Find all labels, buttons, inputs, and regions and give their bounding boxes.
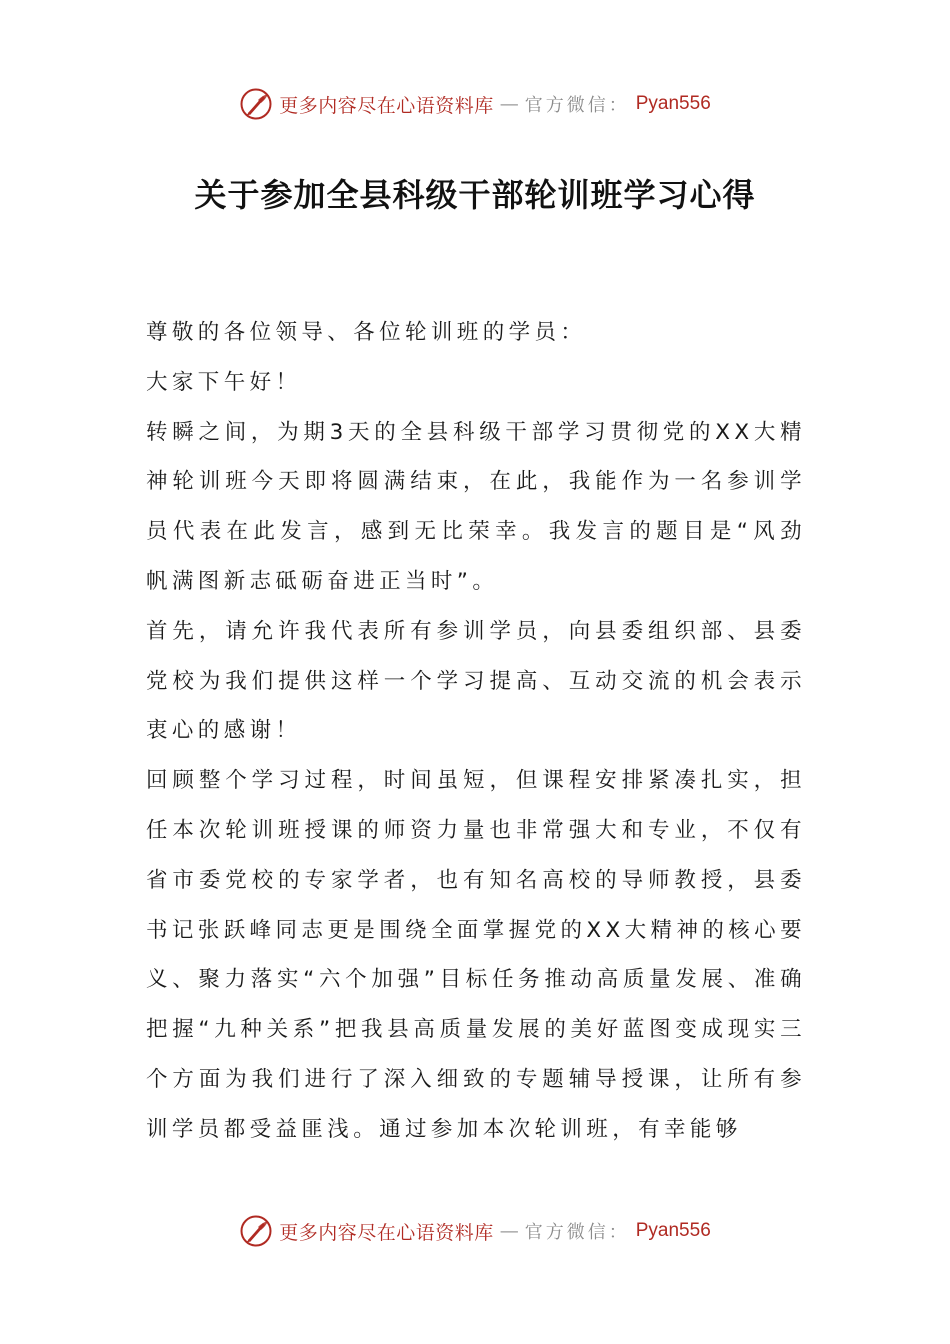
body-paragraph: 回顾整个学习过程，时间虽短，但课程安排紧凑扎实，担任本次轮训班授课的师资力量也非常强大和专业，不仅有省市委党校的专家学者，也有知名高校的导师教授，县委书记张跃峰同志更是围绕全面掌握党的XX大精神的核心要义、聚力落实“六个加强”目标任务推动高质量发展、准确把握“九种关系”把我县高质量发展的美好蓝图变成现实三个方面为我们进行了深入细致的专题辅导授课，让所有参训学员都受益匪浅。通过参加本次轮训班，有幸能够 [146, 768, 806, 1142]
greeting: 大家下午好！ [146, 369, 302, 395]
banner-slogan: 更多内容尽在心语资料库 [279, 94, 494, 117]
document-title: 关于参加全县科级干部轮训班学习心得 [194, 176, 756, 214]
quill-pen-icon [239, 87, 273, 121]
banner-contact-id: Pyan556 [635, 93, 711, 114]
banner-separator: — [499, 1220, 519, 1242]
body-paragraph: 转瞬之间，为期3天的全县科级干部学习贯彻党的XX大精神轮训班今天即将圆满结束，在此，我能作为一名参训学员代表在此发言，感到无比荣幸。我发言的题目是“风劲帆满图新志砥砺奋进正当时”。 [146, 419, 806, 594]
banner-separator: — [499, 93, 519, 115]
banner-contact-label: 官方微信： [524, 95, 630, 116]
document-body [146, 308, 806, 1155]
banner-contact-id: Pyan556 [635, 1220, 711, 1241]
banner-contact-label: 官方微信： [524, 1222, 630, 1243]
header-banner [0, 84, 950, 124]
body-paragraph: 首先，请允许我代表所有参训学员，向县委组织部、县委党校为我们提供这样一个学习提高、互动交流的机会表示衷心的感谢！ [146, 618, 806, 744]
banner-slogan: 更多内容尽在心语资料库 [279, 1221, 494, 1244]
salutation: 尊敬的各位领导、各位轮训班的学员： [146, 320, 587, 345]
quill-pen-icon [239, 1214, 273, 1248]
footer-banner [0, 1211, 950, 1251]
